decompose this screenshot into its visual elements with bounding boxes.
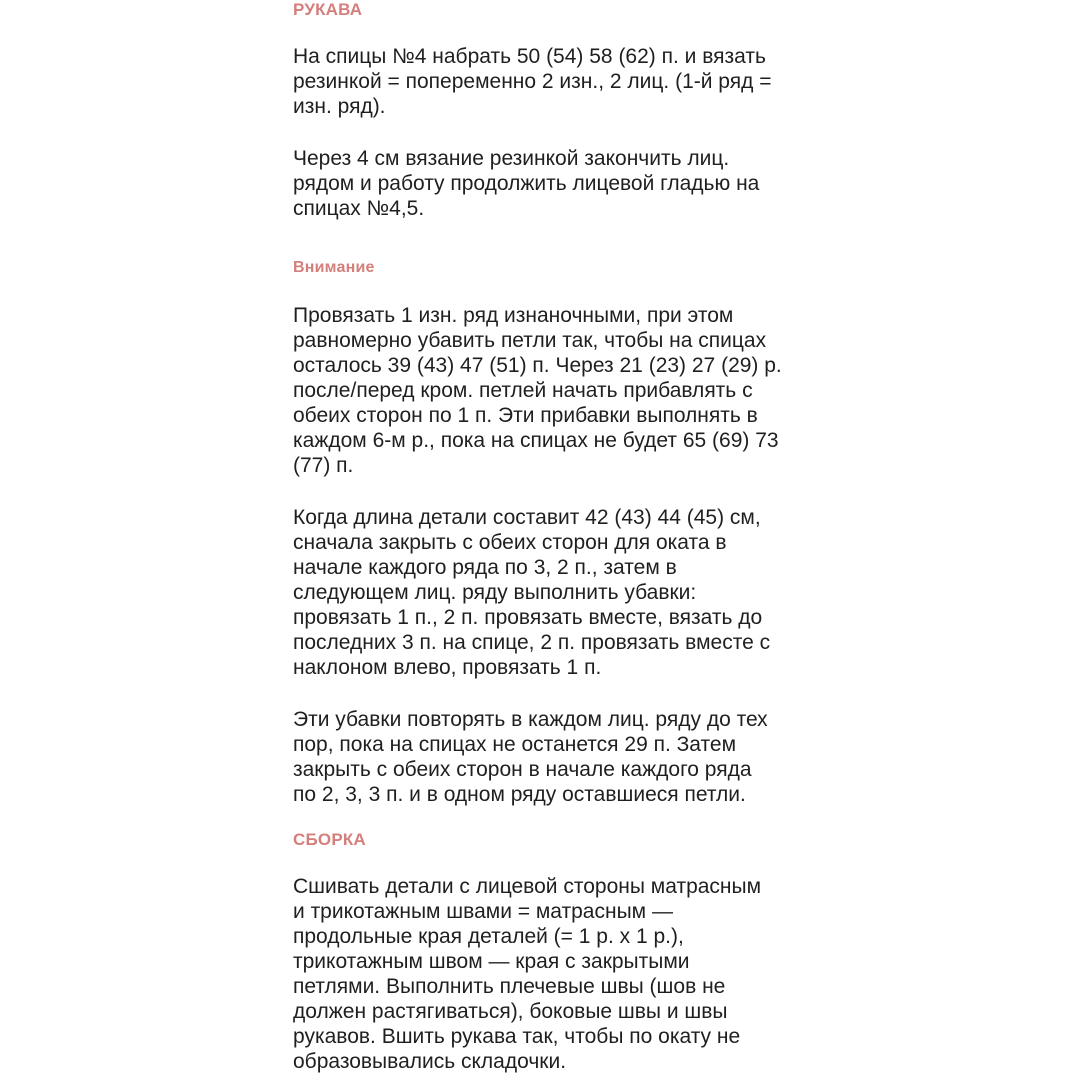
paragraph-attention-cap: Когда длина детали составит 42 (43) 44 (45) см, сначала закрыть с обеих сторон для оката в начале каждого ряда по 3, 2 п., затем в следующем лиц. ряду выполнить убавки: провязать 1 п., 2 п. провязать вместе, вязать до последних 3 п. на спице, 2 п. провязать вместе с наклоном влево, провязать 1 п. — [293, 506, 771, 679]
section-heading-sleeve: РУКАВА — [293, 0, 363, 19]
paragraph-sleeve-stockinette: Через 4 см вязание резинкой закончить лиц. рядом и работу продолжить лицевой гладью на спицах №4,5. — [293, 147, 760, 220]
paragraph-attention-increases: Провязать 1 изн. ряд изнаночными, при этом равномерно убавить петли так, чтобы на спицах осталось 39 (43) 47 (51) п. Через 21 (23) 27 (29) р. после/перед кром. петлей начать прибавлять с обеих сторон по 1 п. Эти прибавки выполнять в каждом 6-м р., пока на спицах не будет 65 (69) 73 (77) п. — [293, 304, 782, 477]
paragraph-assembly-seams: Сшивать детали с лицевой стороны матрасным и трикотажным швами = матрасным — продольные края деталей (= 1 р. x 1 р.), трикотажным швом — края с закрытыми петлями. Выполнить плечевые швы (шов не должен растягиваться), боковые швы и швы рукавов. Вшить рукава так, чтобы по окату не образовывались складочки. — [293, 875, 762, 1073]
paragraph-sleeve-cast-on: На спицы №4 набрать 50 (54) 58 (62) п. и вязать резинкой = попеременно 2 изн., 2 лиц. (1-й ряд = изн. ряд). — [293, 45, 772, 118]
paragraph-attention-decreases: Эти убавки повторять в каждом лиц. ряду до тех пор, пока на спицах не останется 29 п. Затем закрыть с обеих сторон в начале каждого ряда по 2, 3, 3 п. и в одном ряду оставшиеся петли. — [293, 708, 768, 806]
section-heading-attention: Внимание — [293, 259, 375, 276]
section-heading-assembly: СБОРКА — [293, 830, 366, 849]
